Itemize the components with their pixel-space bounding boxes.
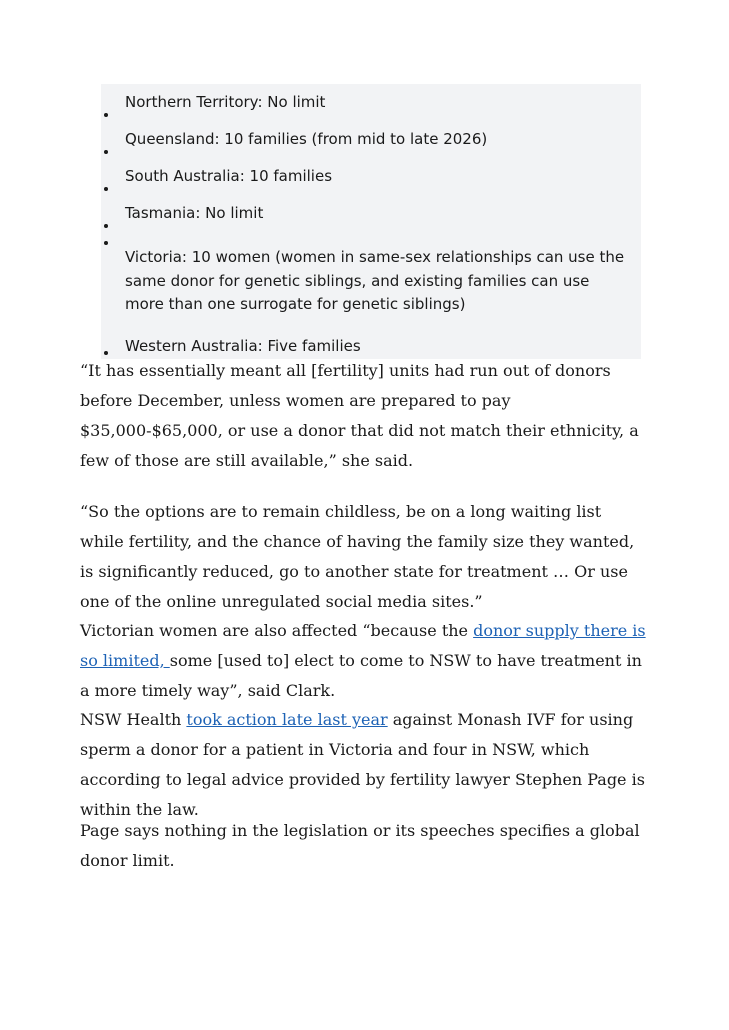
state-limit-item: Tasmania: No limit xyxy=(125,204,264,222)
state-limit-item: Queensland: 10 families (from mid to late 2026) xyxy=(125,130,488,148)
article-paragraph: Page says nothing in the legislation or its speeches specifies a global donor limit. xyxy=(80,821,640,870)
bullet-icon xyxy=(104,351,108,355)
paragraph-text: NSW Health xyxy=(80,710,187,729)
paragraph-text: against Monash IVF for using sperm a donor for a patient in Victoria and four in NSW, which according to legal advice provided by fertility lawyer Stephen Page is within the law. xyxy=(80,710,645,819)
donor-supply-link[interactable]: donor supply there is so limited, xyxy=(80,621,646,670)
article-paragraph xyxy=(80,616,646,706)
state-limit-item: Northern Territory: No limit xyxy=(125,93,326,111)
paragraph-text: some [used to] elect to come to NSW to have treatment in a more timely way”, said Clark. xyxy=(80,651,642,700)
state-limit-item: Western Australia: Five families xyxy=(125,337,361,355)
article-paragraph: “It has essentially meant all [fertility] units had run out of donors before December, unless women are prepared to pay $35,000-$65,000, or use a donor that did not match their ethnicity, a few of those are still available,” she said. xyxy=(80,361,639,470)
paragraph-text: Victorian women are also affected “because the xyxy=(80,621,474,640)
bullet-icon xyxy=(104,224,108,228)
state-limits-box xyxy=(101,84,641,359)
bullet-icon xyxy=(104,113,108,117)
article-paragraph: “So the options are to remain childless, be on a long waiting list while fertility, and the chance of having the family size they wanted, is significantly reduced, go to another state for treatment … Or use one of the online unregulated social media sites.” xyxy=(80,502,635,611)
state-limit-item: South Australia: 10 families xyxy=(125,167,333,185)
took-action-link[interactable]: took action late last year xyxy=(186,710,388,729)
state-limit-item: Victoria: 10 women (women in same-sex relationships can use the same donor for genetic siblings, and existing families can use more than one surrogate for genetic siblings) xyxy=(125,248,625,313)
article-paragraph xyxy=(80,705,646,825)
bullet-icon xyxy=(104,187,108,191)
bullet-icon xyxy=(104,241,108,245)
bullet-icon xyxy=(104,150,108,154)
